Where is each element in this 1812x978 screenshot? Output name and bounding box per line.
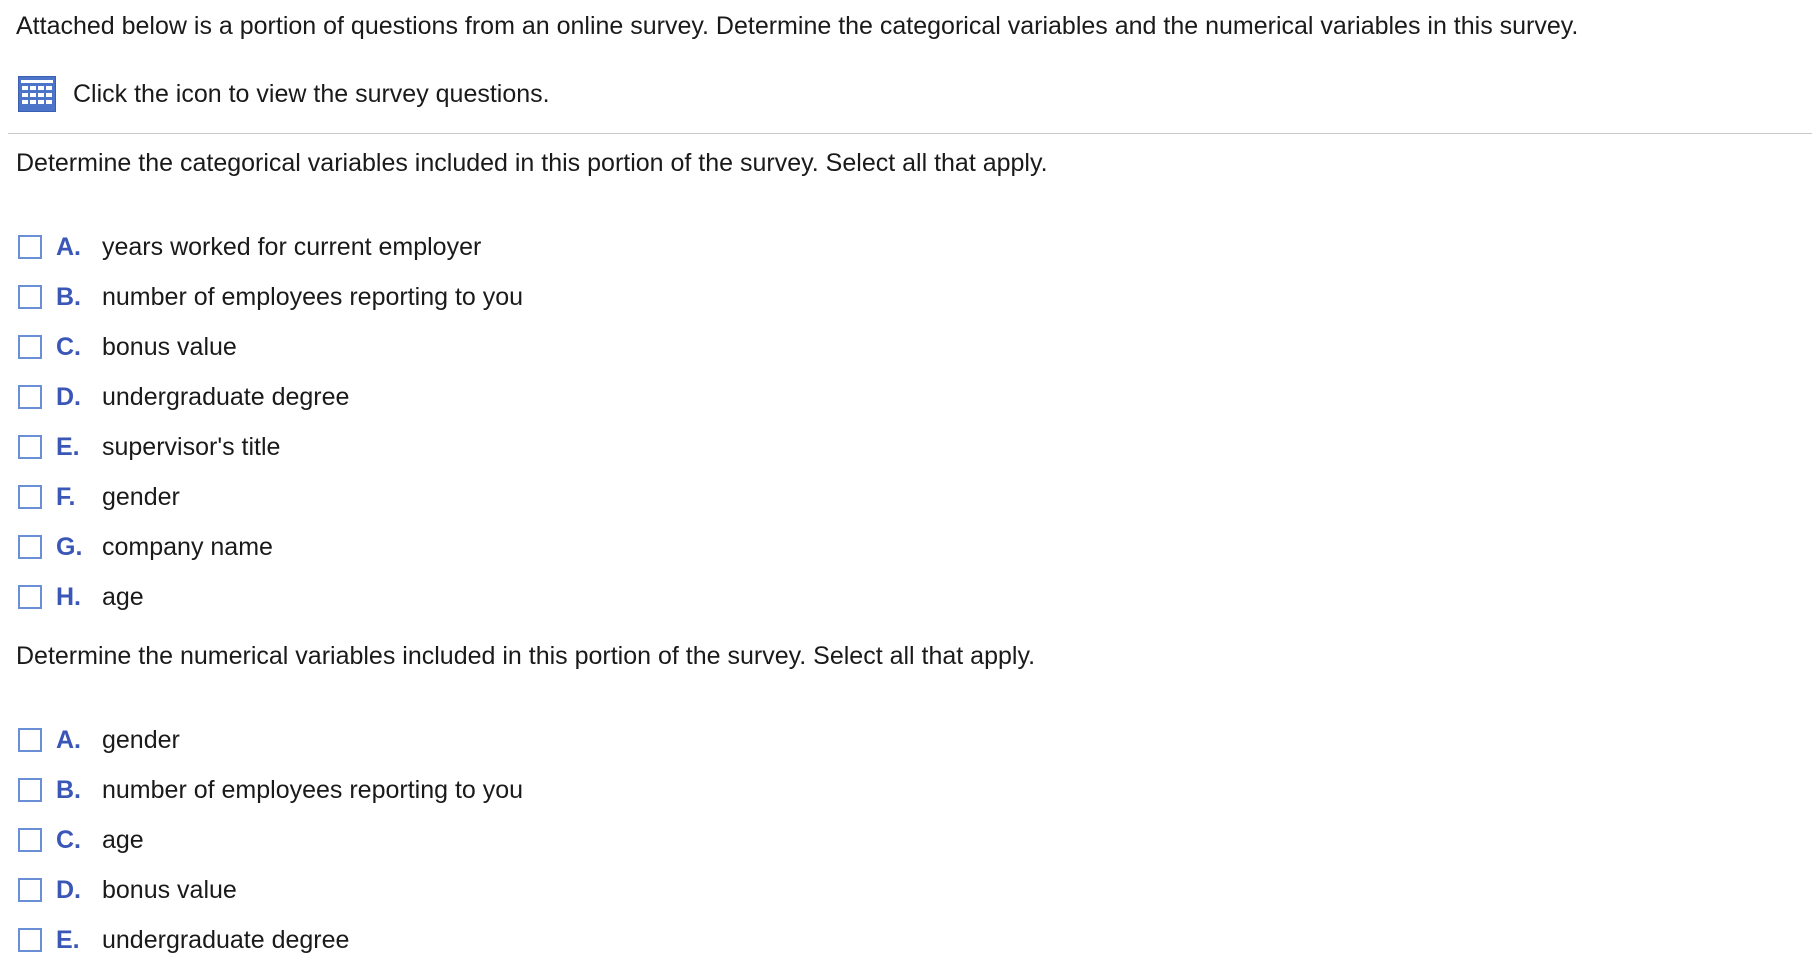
- categorical-question-prompt: Determine the categorical variables included in this portion of the survey. Select all that apply.: [16, 149, 1048, 177]
- checkbox[interactable]: [18, 235, 42, 259]
- checkbox[interactable]: [18, 828, 42, 852]
- table-grid-icon[interactable]: [18, 76, 56, 112]
- option-label: years worked for current employer: [102, 233, 482, 261]
- categorical-option-d[interactable]: [18, 372, 523, 422]
- numerical-option-b[interactable]: [18, 765, 523, 815]
- option-label: gender: [102, 726, 180, 754]
- checkbox[interactable]: [18, 335, 42, 359]
- numerical-question-prompt: Determine the numerical variables included in this portion of the survey. Select all that apply.: [16, 642, 1036, 670]
- option-label: bonus value: [102, 876, 237, 904]
- checkbox[interactable]: [18, 285, 42, 309]
- option-label: undergraduate degree: [102, 383, 350, 411]
- view-survey-text: Click the icon to view the survey questions.: [73, 80, 550, 108]
- categorical-option-h[interactable]: [18, 572, 523, 622]
- categorical-option-f[interactable]: [18, 472, 523, 522]
- option-label: number of employees reporting to you: [102, 776, 524, 804]
- checkbox[interactable]: [18, 878, 42, 902]
- option-letter: D.: [56, 383, 81, 411]
- option-label: company name: [102, 533, 273, 561]
- checkbox[interactable]: [18, 928, 42, 952]
- categorical-option-a[interactable]: [18, 222, 523, 272]
- categorical-option-b[interactable]: [18, 272, 523, 322]
- categorical-options-list: [18, 222, 523, 622]
- option-label: age: [102, 826, 144, 854]
- option-letter: C.: [56, 333, 81, 361]
- numerical-option-e[interactable]: [18, 915, 523, 965]
- numerical-option-a[interactable]: [18, 715, 523, 765]
- option-label: bonus value: [102, 333, 237, 361]
- option-letter: G.: [56, 533, 83, 561]
- option-label: undergraduate degree: [102, 926, 350, 954]
- checkbox[interactable]: [18, 485, 42, 509]
- section-divider: [8, 133, 1812, 134]
- option-label: supervisor's title: [102, 433, 281, 461]
- numerical-options-list: [18, 715, 523, 965]
- option-letter: D.: [56, 876, 81, 904]
- option-letter: A.: [56, 726, 81, 754]
- categorical-option-g[interactable]: [18, 522, 523, 572]
- checkbox[interactable]: [18, 535, 42, 559]
- option-label: gender: [102, 483, 180, 511]
- categorical-option-e[interactable]: [18, 422, 523, 472]
- option-letter: B.: [56, 776, 81, 804]
- option-label: number of employees reporting to you: [102, 283, 524, 311]
- option-letter: A.: [56, 233, 81, 261]
- categorical-option-c[interactable]: [18, 322, 523, 372]
- checkbox[interactable]: [18, 778, 42, 802]
- option-letter: E.: [56, 926, 80, 954]
- option-letter: E.: [56, 433, 80, 461]
- option-letter: H.: [56, 583, 81, 611]
- numerical-option-d[interactable]: [18, 865, 523, 915]
- intro-text: Attached below is a portion of questions from an online survey. Determine the categorical variables and the numerical variables in this survey.: [16, 12, 1579, 40]
- numerical-option-c[interactable]: [18, 815, 523, 865]
- checkbox[interactable]: [18, 435, 42, 459]
- option-letter: B.: [56, 283, 81, 311]
- option-letter: C.: [56, 826, 81, 854]
- checkbox[interactable]: [18, 585, 42, 609]
- checkbox[interactable]: [18, 385, 42, 409]
- option-letter: F.: [56, 483, 76, 511]
- checkbox[interactable]: [18, 728, 42, 752]
- option-label: age: [102, 583, 144, 611]
- view-survey-link[interactable]: [18, 76, 550, 112]
